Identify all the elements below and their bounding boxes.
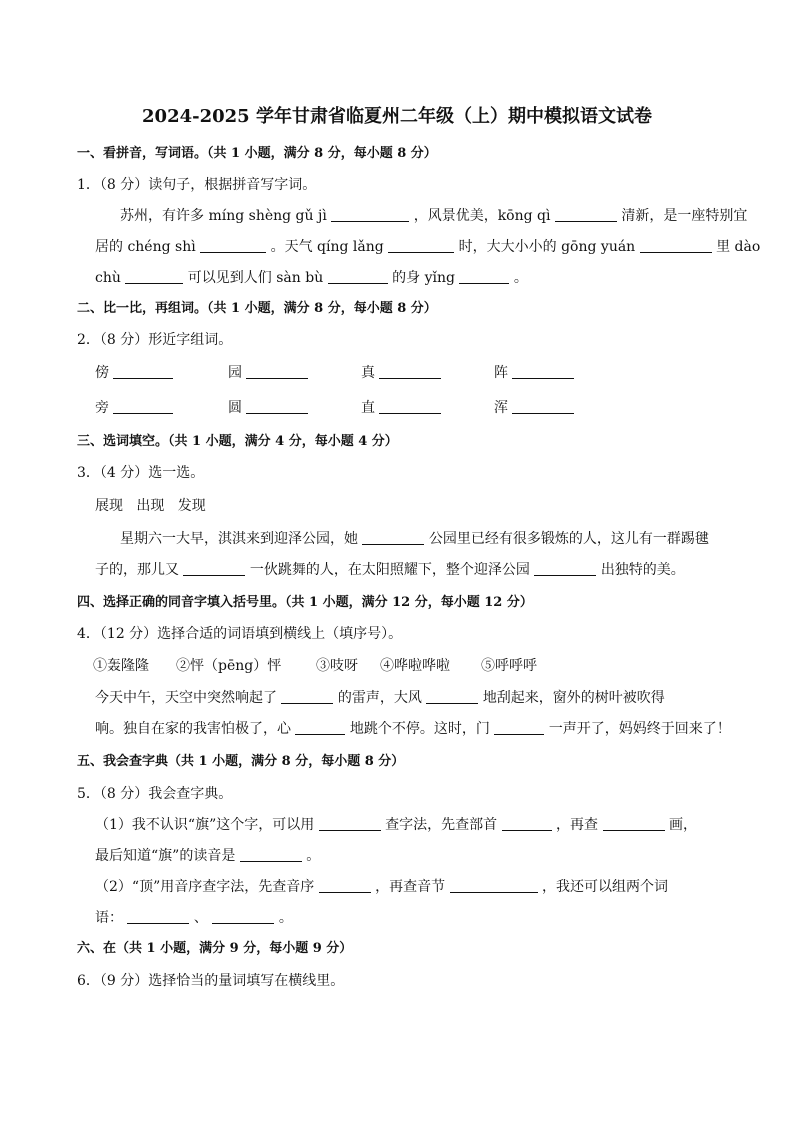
question-3-line-1: 星期六一大早，淇淇来到迎泽公园，她 公园里已经有很多锻炼的人，这儿有一群踢毽 <box>120 531 709 547</box>
question-4-line-2: 响。独自在家的我害怕极了，心 地跳个不停。这时，门 一声开了，妈妈终于回来了！ <box>95 721 731 737</box>
question-4-stem: 4．（12 分）选择合适的词语填到横线上（填序号）。 <box>77 626 403 642</box>
answer-blank[interactable] <box>450 878 538 893</box>
question-5-part-2-line-2: 语： 、 。 <box>95 910 293 926</box>
word-option: ①轰隆隆 <box>93 658 149 674</box>
answer-blank[interactable] <box>603 816 665 831</box>
answer-blank[interactable] <box>512 364 574 379</box>
question-1-line-3: chù 可以见到人们 sàn bù 的身 yǐng 。 <box>95 270 528 286</box>
answer-blank[interactable] <box>127 909 189 924</box>
answer-blank[interactable] <box>502 816 552 831</box>
word-option: ⑤呼呼呼 <box>481 658 537 674</box>
answer-blank[interactable] <box>240 847 302 862</box>
answer-blank[interactable] <box>113 364 173 379</box>
char-item: 阵 <box>494 364 574 382</box>
answer-blank[interactable] <box>125 269 183 284</box>
section-3-heading: 三、选词填空。（共 1 小题，满分 4 分，每小题 4 分） <box>77 434 398 449</box>
char-item: 直 <box>361 399 441 417</box>
exam-title: 2024-2025 学年甘肃省临夏州二年级（上）期中模拟语文试卷 <box>142 106 652 127</box>
question-3-line-2: 子的，那儿又 一伙跳舞的人，在太阳照耀下，整个迎泽公园 出独特的美。 <box>95 562 685 578</box>
answer-blank[interactable] <box>362 530 424 545</box>
answer-blank[interactable] <box>640 238 712 253</box>
answer-blank[interactable] <box>212 909 274 924</box>
answer-blank[interactable] <box>183 561 245 576</box>
question-5-part-2-line-1: （2）“顶”用音序查字法，先查音序 ，再查音节 ，我还可以组两个词 <box>95 879 669 895</box>
char-item: 圆 <box>228 399 308 417</box>
question-3-stem: 3．（4 分）选一选。 <box>77 465 205 481</box>
section-1-heading: 一、看拼音，写词语。（共 1 小题，满分 8 分，每小题 8 分） <box>77 146 437 161</box>
question-4-line-1: 今天中午，天空中突然响起了 的雷声，大风 地刮起来，窗外的树叶被吹得 <box>95 690 665 706</box>
question-5-stem: 5．（8 分）我会查字典。 <box>77 786 233 802</box>
question-1-line-1: 苏州，有许多 míng shèng gǔ jì ，风景优美，kōng qì 清新，是一座特别宜 <box>120 208 748 224</box>
word-option: ④哗啦哗啦 <box>380 658 450 674</box>
question-1-line-2: 居的 chéng shì 。天气 qíng lǎng 时，大大小小的 gōng yuán 里 dào <box>95 239 761 255</box>
answer-blank[interactable] <box>379 364 441 379</box>
answer-blank[interactable] <box>512 399 574 414</box>
answer-blank[interactable] <box>246 364 308 379</box>
answer-blank[interactable] <box>113 399 173 414</box>
section-4-heading: 四、选择正确的同音字填入括号里。（共 1 小题，满分 12 分，每小题 12 分） <box>77 595 533 610</box>
question-2-stem: 2．（8 分）形近字组词。 <box>77 332 233 348</box>
word-option: ③吱呀 <box>316 658 358 674</box>
char-item: 旁 <box>95 399 173 417</box>
answer-blank[interactable] <box>534 561 596 576</box>
answer-blank[interactable] <box>281 689 333 704</box>
answer-blank[interactable] <box>319 816 381 831</box>
char-item: 傍 <box>95 364 173 382</box>
word-option: ②怦（pēng）怦 <box>176 658 282 674</box>
answer-blank[interactable] <box>459 269 509 284</box>
answer-blank[interactable] <box>379 399 441 414</box>
answer-blank[interactable] <box>319 878 371 893</box>
answer-blank[interactable] <box>494 720 544 735</box>
char-item: 浑 <box>494 399 574 417</box>
question-6-stem: 6．（9 分）选择恰当的量词填写在横线里。 <box>77 973 345 989</box>
char-item: 真 <box>361 364 441 382</box>
question-5-part-1-line-2: 最后知道“旗”的读音是 。 <box>95 848 321 864</box>
answer-blank[interactable] <box>200 238 266 253</box>
answer-blank[interactable] <box>555 207 617 222</box>
char-item: 园 <box>228 364 308 382</box>
section-2-heading: 二、比一比，再组词。（共 1 小题，满分 8 分，每小题 8 分） <box>77 301 437 316</box>
question-5-part-1-line-1: （1）我不认识“旗”这个字，可以用 查字法，先查部首 ，再查 画， <box>95 817 697 833</box>
answer-blank[interactable] <box>246 399 308 414</box>
section-6-heading: 六、在（共 1 小题，满分 9 分，每小题 9 分） <box>77 941 353 956</box>
section-5-heading: 五、我会查字典（共 1 小题，满分 8 分，每小题 8 分） <box>77 754 405 769</box>
answer-blank[interactable] <box>295 720 345 735</box>
answer-blank[interactable] <box>426 689 478 704</box>
answer-blank[interactable] <box>328 269 388 284</box>
question-1-stem: 1．（8 分）读句子，根据拼音写字词。 <box>77 177 317 193</box>
answer-blank[interactable] <box>388 238 454 253</box>
answer-blank[interactable] <box>331 207 409 222</box>
question-3-options: 展现 出现 发现 <box>95 498 206 514</box>
